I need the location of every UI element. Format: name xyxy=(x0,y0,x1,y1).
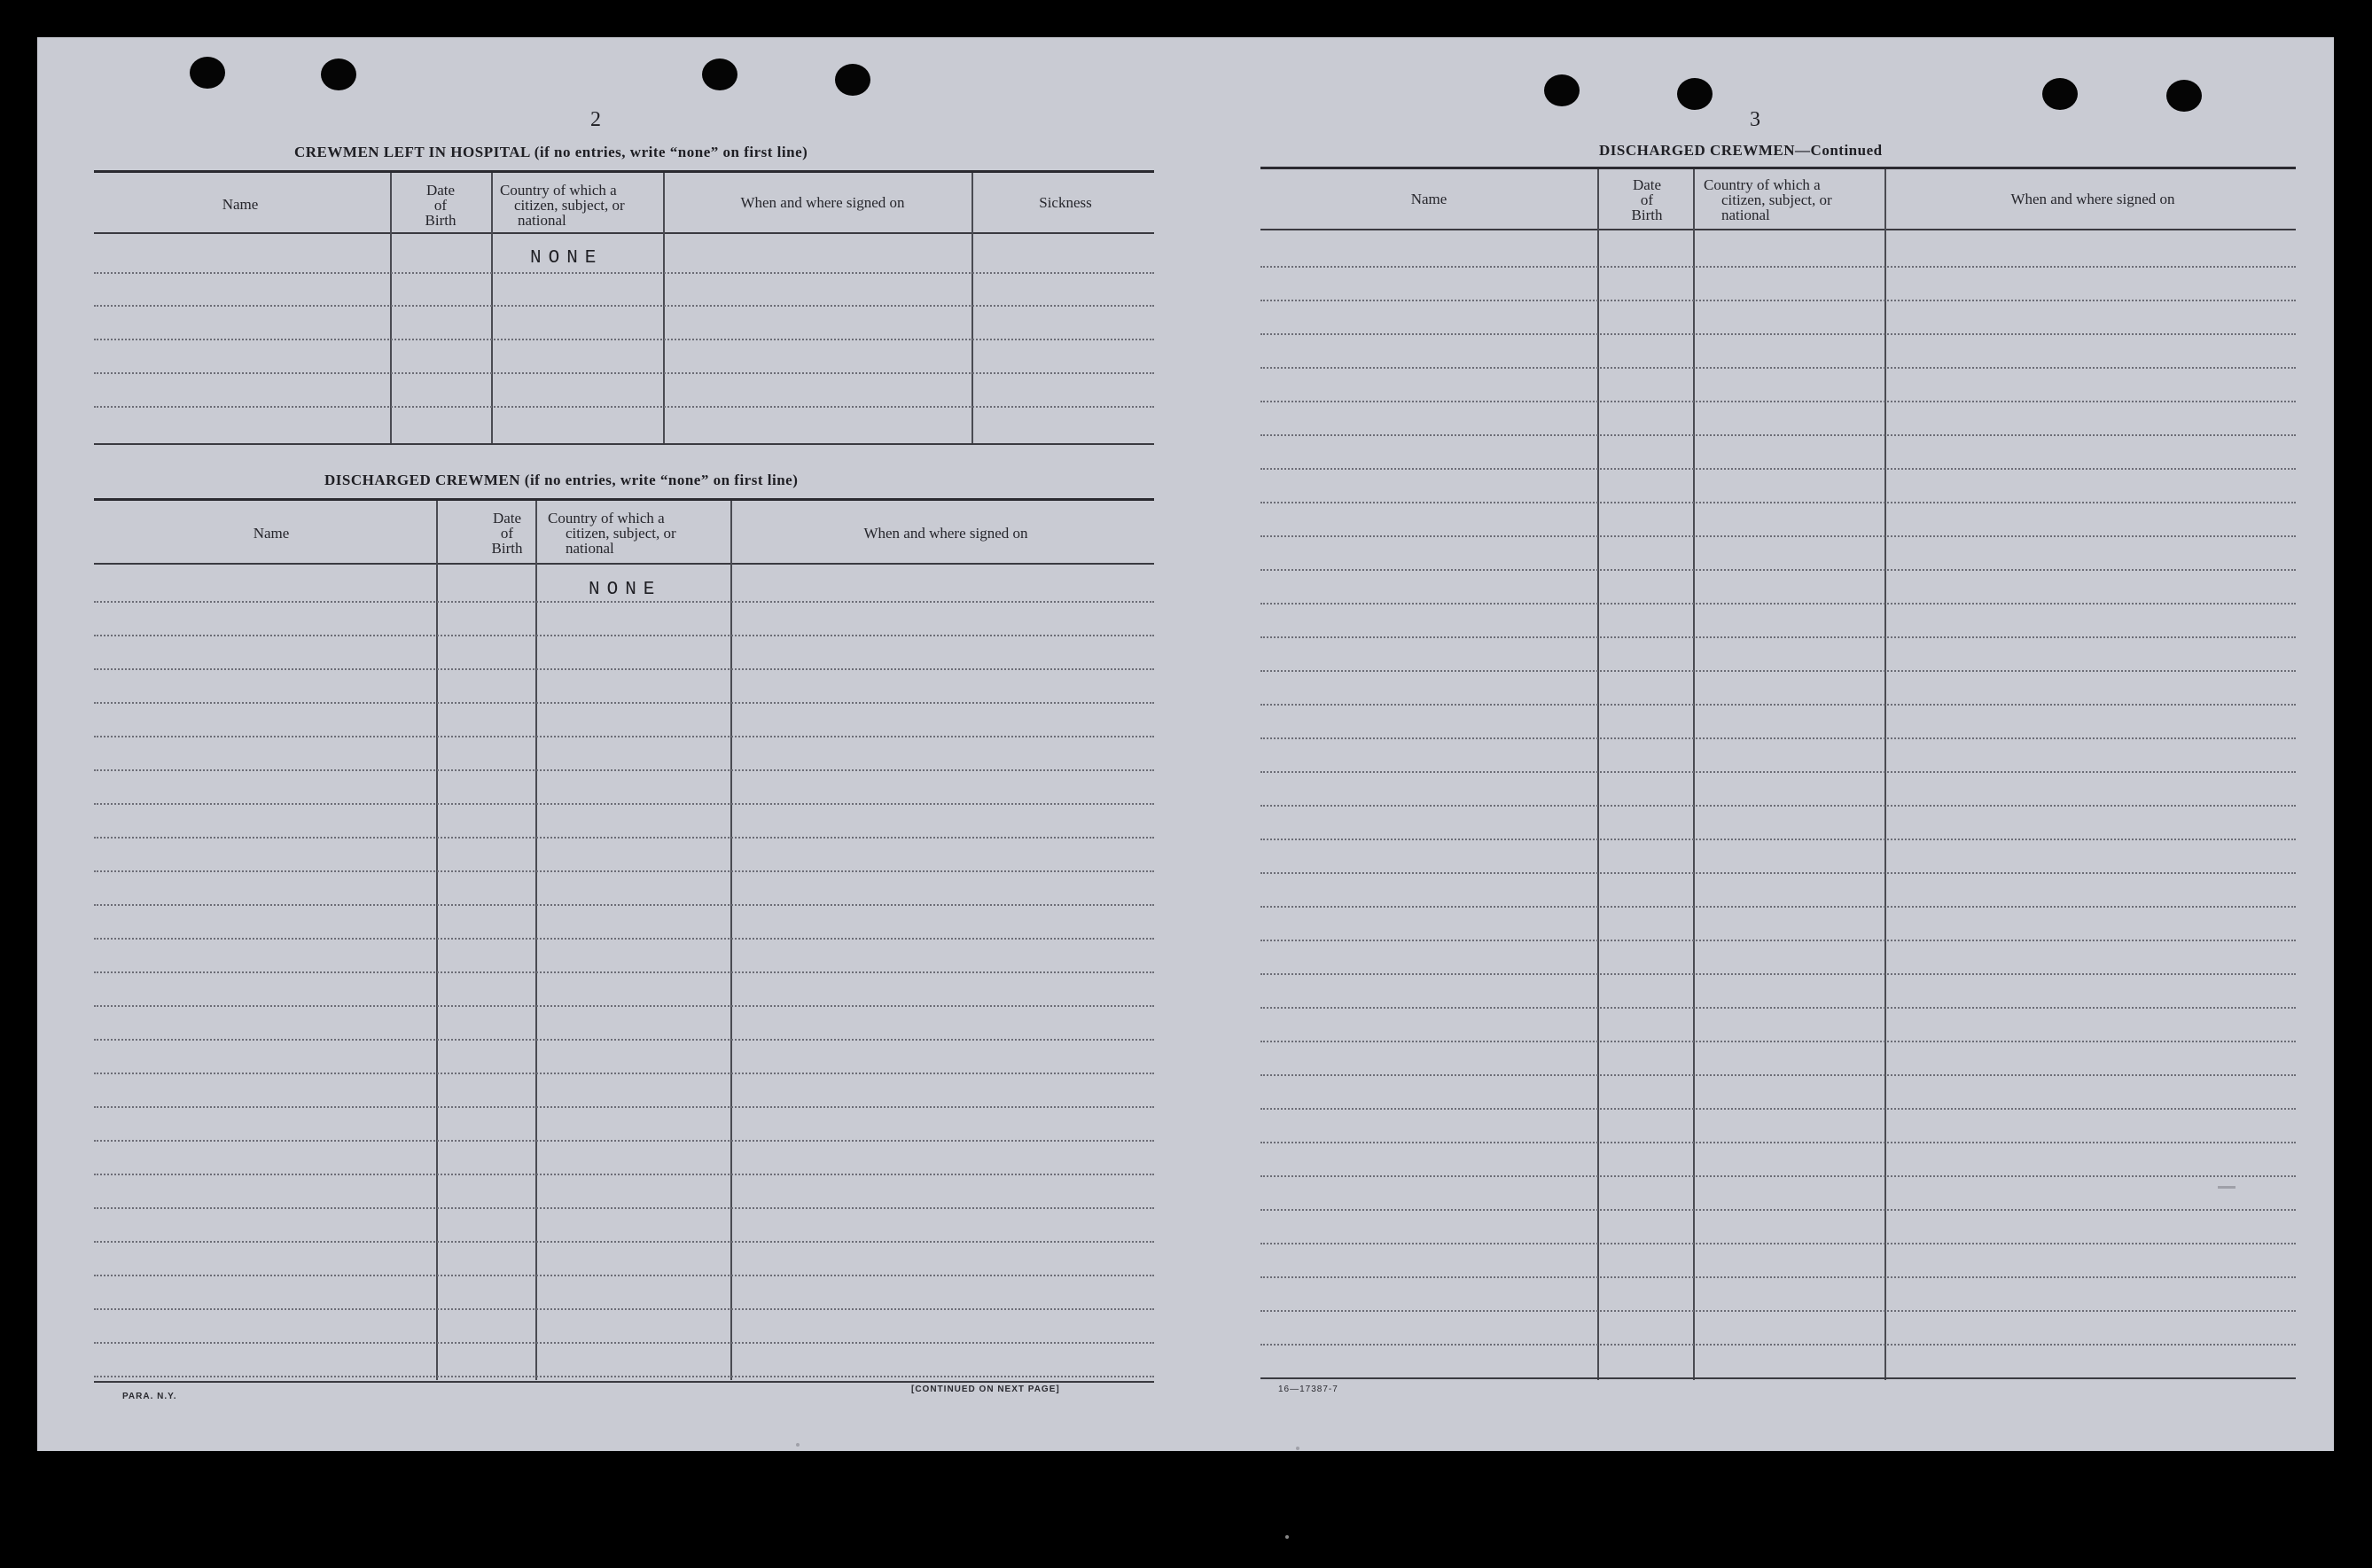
right-top-rule xyxy=(1260,167,2296,169)
table-row xyxy=(1260,333,2296,335)
dust-speck xyxy=(2218,1186,2235,1189)
table-row xyxy=(1260,1344,2296,1346)
hospital-none-entry: NONE xyxy=(530,248,604,269)
table-row xyxy=(1260,839,2296,840)
discharged-header-rule xyxy=(94,563,1154,565)
table-row xyxy=(1260,704,2296,706)
table-row xyxy=(1260,1041,2296,1042)
column-divider xyxy=(491,173,493,443)
dob-line-1: Date xyxy=(425,182,456,199)
footer-continued-note: [CONTINUED ON NEXT PAGE] xyxy=(911,1385,1060,1394)
dust-speck xyxy=(1296,1447,1299,1450)
right-header-rule xyxy=(1260,229,2296,230)
country-line-2: citizen, subject, or xyxy=(514,197,625,214)
table-row xyxy=(1260,906,2296,908)
right-header-name: Name xyxy=(1410,191,1447,207)
discharged-header-signed: When and where signed on xyxy=(863,525,1028,542)
column-divider xyxy=(1597,169,1599,1380)
dust-speck xyxy=(796,1443,800,1447)
scanned-document-sheet xyxy=(37,37,2334,1451)
country-line-1: Country of which a xyxy=(1704,176,1821,193)
column-divider xyxy=(730,501,732,1380)
hospital-header-dob xyxy=(392,183,489,228)
table-row xyxy=(1260,569,2296,571)
dust-speck xyxy=(1285,1535,1289,1539)
country-line-3: national xyxy=(566,540,614,557)
table-row xyxy=(1260,1074,2296,1076)
table-row xyxy=(94,1073,1154,1074)
table-row xyxy=(94,1207,1154,1209)
table-row xyxy=(1260,1175,2296,1177)
table-row xyxy=(94,1241,1154,1243)
table-row xyxy=(94,668,1154,670)
table-row xyxy=(1260,535,2296,537)
table-row xyxy=(1260,771,2296,773)
table-row xyxy=(1260,266,2296,268)
column-divider xyxy=(663,173,665,443)
table-row xyxy=(1260,502,2296,503)
table-row xyxy=(94,635,1154,636)
discharged-bottom-rule xyxy=(94,1381,1154,1383)
right-header-country xyxy=(1704,177,1890,222)
table-row xyxy=(1260,1276,2296,1278)
table-row xyxy=(1260,973,2296,975)
dob-line-2: of xyxy=(500,525,514,542)
table-row xyxy=(1260,737,2296,739)
discharged-section-title xyxy=(324,472,798,489)
punch-hole xyxy=(2042,78,2078,110)
column-divider xyxy=(1884,169,1886,1380)
page-number-right: 3 xyxy=(1750,108,1760,131)
table-row xyxy=(1260,603,2296,605)
table-row xyxy=(1260,1142,2296,1143)
table-row xyxy=(94,1005,1154,1007)
table-row xyxy=(94,1106,1154,1108)
table-row xyxy=(94,372,1154,374)
table-row xyxy=(94,1039,1154,1041)
table-row xyxy=(1260,468,2296,470)
table-row xyxy=(94,904,1154,906)
right-title-bold: DISCHARGED CREWMEN xyxy=(1599,142,1796,159)
column-divider xyxy=(1693,169,1695,1380)
right-bottom-rule xyxy=(1260,1377,2296,1379)
right-header-dob xyxy=(1597,177,1697,222)
country-line-1: Country of which a xyxy=(548,510,665,527)
table-row xyxy=(1260,1209,2296,1211)
page-number-left: 2 xyxy=(590,108,601,131)
table-row xyxy=(94,1174,1154,1175)
country-line-2: citizen, subject, or xyxy=(566,525,676,542)
table-row xyxy=(94,339,1154,340)
punch-hole xyxy=(321,59,356,90)
table-row xyxy=(1260,434,2296,436)
dob-line-2: of xyxy=(1640,191,1654,208)
hospital-header-rule xyxy=(94,232,1154,234)
hospital-header-sickness: Sickness xyxy=(1039,194,1092,211)
table-row xyxy=(94,971,1154,973)
discharged-header-name: Name xyxy=(253,525,290,542)
punch-hole xyxy=(835,64,870,96)
table-row xyxy=(94,803,1154,805)
punch-hole xyxy=(1544,74,1580,106)
table-row xyxy=(1260,670,2296,672)
table-row xyxy=(94,769,1154,771)
footer-printer-mark: PARA. N.Y. xyxy=(122,1392,177,1401)
punch-hole xyxy=(702,59,737,90)
country-line-1: Country of which a xyxy=(500,182,617,199)
table-row xyxy=(94,1140,1154,1142)
hospital-header-signed: When and where signed on xyxy=(740,194,905,211)
table-row xyxy=(1260,636,2296,638)
table-row xyxy=(94,272,1154,274)
hospital-top-rule xyxy=(94,170,1154,173)
table-row xyxy=(94,406,1154,408)
dob-line-3: Birth xyxy=(491,540,523,557)
right-section-title xyxy=(1599,142,1883,160)
right-title-continued: —Continued xyxy=(1795,142,1883,159)
table-row xyxy=(94,1376,1154,1377)
column-divider xyxy=(535,501,537,1380)
table-row xyxy=(1260,401,2296,402)
table-row xyxy=(94,1308,1154,1310)
hospital-title-bold: CREWMEN LEFT IN HOSPITAL xyxy=(294,144,530,160)
country-line-3: national xyxy=(518,212,566,229)
table-row xyxy=(94,1342,1154,1344)
table-row xyxy=(94,870,1154,872)
dob-line-2: of xyxy=(433,197,448,214)
hospital-title-note: (if no entries, write “none” on first line) xyxy=(534,144,808,160)
footer-form-code: 16—17387-7 xyxy=(1278,1385,1338,1394)
discharged-title-note: (if no entries, write “none” on first line) xyxy=(524,472,799,488)
table-row xyxy=(1260,940,2296,941)
hospital-header-country xyxy=(500,183,668,228)
dob-line-3: Birth xyxy=(425,212,456,229)
table-row xyxy=(1260,872,2296,874)
right-header-signed: When and where signed on xyxy=(2010,191,2175,207)
discharged-header-country xyxy=(548,511,734,556)
column-divider xyxy=(390,173,392,443)
table-row xyxy=(94,837,1154,839)
punch-hole xyxy=(1677,78,1713,110)
table-row xyxy=(94,938,1154,940)
column-divider xyxy=(971,173,973,443)
hospital-bottom-rule xyxy=(94,443,1154,445)
table-row xyxy=(94,305,1154,307)
table-row xyxy=(1260,367,2296,369)
discharged-top-rule xyxy=(94,498,1154,501)
column-divider xyxy=(436,501,438,1380)
table-row xyxy=(1260,1007,2296,1009)
country-line-3: national xyxy=(1721,207,1770,223)
table-row xyxy=(94,736,1154,737)
table-row xyxy=(1260,300,2296,301)
dob-line-1: Date xyxy=(492,510,522,527)
table-row xyxy=(1260,1243,2296,1244)
table-row xyxy=(1260,805,2296,807)
discharged-title-bold: DISCHARGED CREWMEN xyxy=(324,472,521,488)
discharged-none-entry: NONE xyxy=(589,580,662,600)
dob-line-1: Date xyxy=(1632,176,1662,193)
hospital-header-name: Name xyxy=(222,196,259,213)
table-row xyxy=(94,702,1154,704)
table-row xyxy=(1260,1310,2296,1312)
hospital-section-title xyxy=(294,144,808,161)
table-row xyxy=(94,601,1154,603)
table-row xyxy=(94,1275,1154,1276)
punch-hole xyxy=(2166,80,2202,112)
country-line-2: citizen, subject, or xyxy=(1721,191,1832,208)
dob-line-3: Birth xyxy=(1631,207,1663,223)
table-row xyxy=(1260,1108,2296,1110)
punch-hole xyxy=(190,57,225,89)
